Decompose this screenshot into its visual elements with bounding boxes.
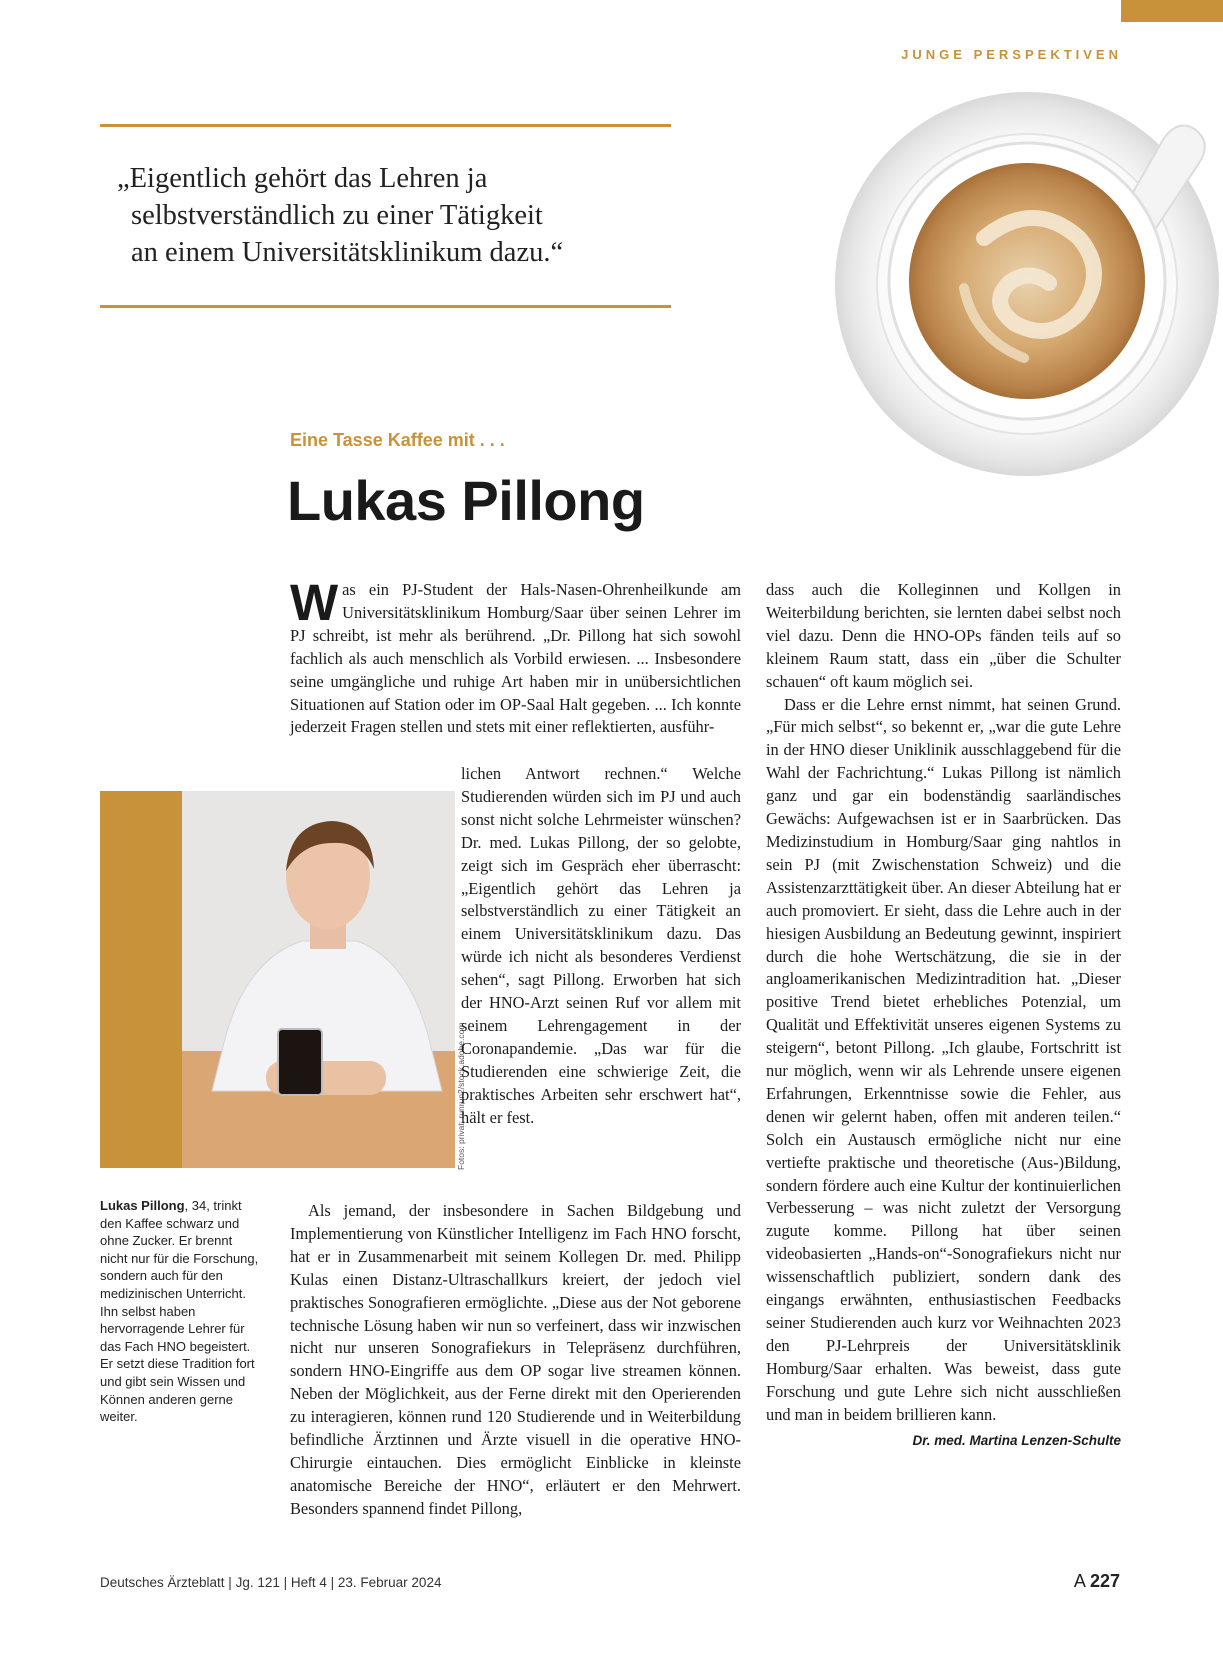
quote-top-rule: [100, 124, 671, 127]
article-body-col1-bottom: Als jemand, der insbesondere in Sachen Bildgebung und Implementierung von Künstlicher Intelligenz im Fach HNO forscht, hat er in Zusammenarbeit mit seinem Kollegen Dr. med. Philipp Kulas einen Distanz-Ultraschallkurs kreiert, der jedoch viel praktisches Sonografieren ermöglichte. „Diese aus der Not geborene technische Lösung haben wir nun so verfeinert, dass wir inzwischen nicht nur unseren Sonografiekurs in Telepräsenz durchführen, sondern HNO-Eingriffe aus dem OP sogar live streamen können. Neben der Möglichkeit, aus der Ferne direkt mit den Operierenden zu interagieren, können rund 120 Studierende und in Weiterbildung befindliche Ärztinnen und Ärzte visuell in die operative HNO-Chirurgie eintauchen. Dies ermöglicht Einblicke in kleinste anatomische Bereiche der HNO“, erläutert er den Mehrwert. Besonders spannend findet Pillong,: [290, 1201, 741, 1518]
coffee-cup-image: [834, 88, 1223, 488]
photo-caption: [100, 1197, 263, 1426]
pull-quote-line: „Eigentlich gehört das Lehren ja: [117, 163, 488, 194]
paragraph: [766, 694, 1121, 1448]
pull-quote: [117, 160, 677, 271]
article-kicker: Eine Tasse Kaffee mit . . .: [290, 430, 505, 450]
portrait-accent-bar: [100, 791, 182, 1168]
page-prefix: A: [1073, 1571, 1085, 1591]
corner-accent-bar: [1121, 0, 1223, 22]
section-label: JUNGE PERSPEKTIVEN: [901, 47, 1122, 62]
caption-text: , 34, trinkt den Kaffee schwarz und ohne Zucker. Er brennt nicht nur für die Forschung, sondern auch für den medizinischen Unterricht. Ihn selbst haben hervorragende Lehrer für das Fach HNO begeistert. Er setzt diese Tradition fort und gibt sein Wissen und Können anderen gerne weiter.: [100, 1198, 259, 1425]
footer-publication: Deutsches Ärzteblatt | Jg. 121 | Heft 4 | 23. Februar 2024: [100, 1575, 442, 1590]
page-number: 227: [1089, 1571, 1120, 1591]
paragraph-text: Dass er die Lehre ernst nimmt, hat seinen Grund. „Für mich selbst“, so bekennt er, „war die gute Lehre in der HNO dieser Uniklinik ausschlaggebend für die Wahl der Fachrichtung.“ Lukas Pillong ist nämlich ganz und gar ein bodenständig saarländisches Gewächs: Aufgewachsen ist er in Saarbrücken. Das Medizinstudium in Homburg/Saar ging nahtlos in sein PJ (mit Zwischenstation Schweiz) und die Assistenzarzttätigkeit über. An dieser Abteilung hat er auch promoviert. Er sieht, dass die Lehre auch in der hiesigen Ausbildung an Bedeutung gewinnt, inspiriert durch die hohe Wertschätzung, die sie in der angloamerikanischen Medizintradition hat. „Dieser positive Trend bietet erhebliches Potenzial, um Qualität und Effektivität unseres eigenen Systems zu steigern“, betont Pillong. „Ich glaube, Fortschritt ist nur möglich, wenn wir als Lehrende unsere eigenen Erfahrungen, Erkenntnisse sowie die Fehler, aus denen wir gelernt haben, offen mit anderen teilen.“ Solch ein Austausch ermögliche nicht nur eine vertiefte praktische und theoretische (Aus-)Bildung, sondern fördere auch eine Kultur der kontinuierlichen Verbesserung – was nicht zuletzt der Versorgung zugute komme. Pillong hat über seinen videobasierten „Hands-on“-Sonografiekurs nicht nur wissenschaftlich publiziert, sondern dank des eingangs erwähnten, enthusiastischen Feedbacks seiner Studierenden auch kurz vor Weihnachten 2023 den PJ-Lehrpreis der Universitätsklinik Homburg/Saar erhalten. Was beweist, dass gute Forschung und gute Lehre sich nicht ausschließen und man in beidem brillieren kann.: [766, 694, 1121, 1424]
pull-quote-line: selbstverständlich zu einer Tätigkeit: [131, 200, 543, 231]
portrait-illustration: [182, 791, 455, 1168]
footer-page-number: [1074, 1571, 1120, 1592]
article-body-col1-top: [290, 574, 741, 739]
quote-bottom-rule: [100, 305, 671, 308]
article-headline: Lukas Pillong: [287, 469, 645, 532]
portrait-photo: [182, 791, 455, 1168]
pull-quote-line: an einem Universitätsklinikum dazu.“: [131, 237, 564, 268]
drop-cap: W: [290, 574, 339, 631]
caption-name: Lukas Pillong: [100, 1198, 185, 1213]
author-byline: Dr. med. Martina Lenzen-Schulte: [912, 1432, 1121, 1448]
article-body-col2: [766, 579, 1121, 1452]
paragraph-text: as ein PJ-Student der Hals-Nasen-Ohrenheilkunde am Universitätsklinikum Homburg/Saar über seinen Lehrer im PJ schreibt, ist mehr als berührend. „Dr. Pillong hat sich sowohl fachlich als auch menschlich als Vorbild erwiesen. ... Insbesondere seine umgängliche und ruhige Art haben mir in unübersichtlichen Situationen auf Station oder im OP-Saal Halt gegeben. ... Ich konnte jederzeit Fragen stellen und stets mit einer reflektierten, ausführ-: [290, 580, 741, 737]
article-body-col1-wrap: lichen Antwort rechnen.“ Welche Studierenden würden sich im PJ und auch sonst nicht solche Lehrmeister wünschen? Dr. med. Lukas Pillong, der so gelobte, zeigt sich im Gespräch eher überrascht: „Eigentlich gehört das Lehren ja selbstverständlich zu einer Tätigkeit an einem Universitätsklinikum dazu. Das würde ich nicht als besonderes Verdienst sehen“, sagt Pillong. Erworben hat sich der HNO-Arzt seinen Ruf vor allem mit seinem Lehrengagement in der Coronapandemie. „Das war für die Studierenden eine schwierige Zeit, die praktisches Arbeiten sehr erschwert hat“, hält er fest.: [461, 764, 741, 1127]
photo-credit-text: Fotos: privat; runrun2/stock.adobe.com: [456, 1022, 466, 1170]
paragraph: dass auch die Kolleginnen und Kollgen in Weiterbildung berichten, sie lernten dabei selbst noch viel dazu. Denn die HNO-OPs fänden teils auf so kleinem Raum statt, dass ein „über die Schulter schauen“ oft kaum möglich sei.: [766, 580, 1121, 691]
